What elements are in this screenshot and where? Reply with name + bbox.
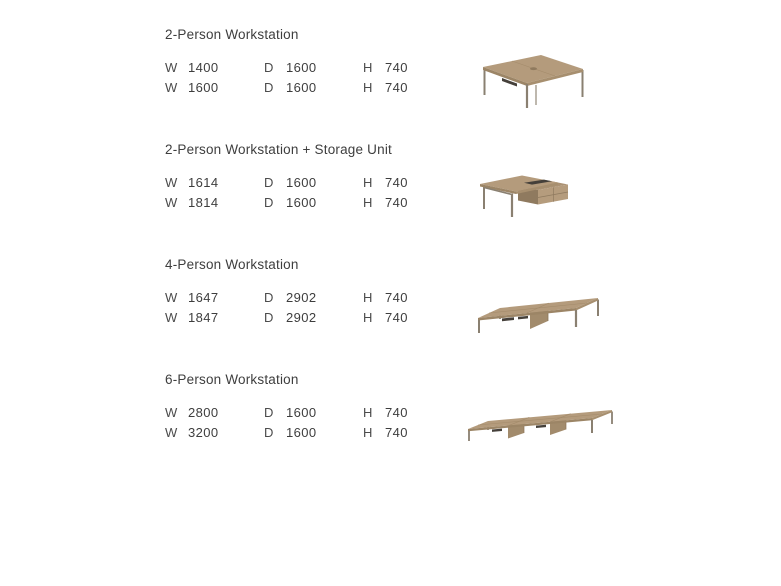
height-value: 740 [385, 405, 408, 420]
height-label: H [363, 405, 373, 420]
width-value: 2800 [188, 405, 219, 420]
depth-label: D [264, 60, 274, 75]
width-value: 1847 [188, 309, 219, 325]
height-label: H [363, 194, 373, 210]
section-title: 2-Person Workstation + Storage Unit [165, 142, 392, 157]
height-label: H [363, 175, 373, 190]
height-label: H [363, 79, 373, 95]
spec-section-6-person-workstation [165, 373, 635, 444]
illustration-2-person-workstation-with-storage-unit [472, 170, 576, 222]
width-label: W [165, 309, 178, 325]
height-value: 740 [385, 194, 408, 210]
depth-label: D [264, 175, 274, 190]
height-value: 740 [385, 309, 408, 325]
width-label: W [165, 194, 178, 210]
section-title: 6-Person Workstation [165, 372, 299, 387]
width-label: W [165, 405, 178, 420]
depth-label: D [264, 79, 274, 95]
width-label: W [165, 60, 178, 75]
width-value: 1400 [188, 60, 219, 75]
height-value: 740 [385, 290, 408, 305]
spec-section-2-person-workstation [165, 28, 635, 99]
depth-value: 1600 [286, 424, 317, 440]
depth-value: 1600 [286, 175, 317, 190]
extra-long-workstation-table-icon [464, 400, 616, 444]
workstation-storage-table-icon [472, 170, 576, 222]
depth-value: 1600 [286, 60, 317, 75]
spec-section-4-person-workstation [165, 258, 635, 329]
height-value: 740 [385, 424, 408, 440]
illustration-4-person-workstation [472, 286, 604, 338]
depth-label: D [264, 309, 274, 325]
height-label: H [363, 60, 373, 75]
width-label: W [165, 175, 178, 190]
depth-value: 1600 [286, 79, 317, 95]
workstation-table-icon [470, 50, 588, 110]
depth-label: D [264, 194, 274, 210]
width-value: 1600 [188, 79, 219, 95]
height-label: H [363, 424, 373, 440]
height-value: 740 [385, 79, 408, 95]
width-label: W [165, 290, 178, 305]
spec-section-2-person-workstation-storage [165, 143, 635, 214]
width-value: 1614 [188, 175, 219, 190]
width-label: W [165, 424, 178, 440]
width-value: 1647 [188, 290, 219, 305]
height-value: 740 [385, 60, 408, 75]
width-value: 1814 [188, 194, 219, 210]
section-title: 2-Person Workstation [165, 27, 299, 42]
height-label: H [363, 309, 373, 325]
height-value: 740 [385, 175, 408, 190]
section-title: 4-Person Workstation [165, 257, 299, 272]
depth-value: 1600 [286, 405, 317, 420]
width-label: W [165, 79, 178, 95]
illustration-6-person-workstation [464, 400, 616, 444]
depth-label: D [264, 290, 274, 305]
depth-value: 2902 [286, 309, 317, 325]
long-workstation-table-icon [472, 286, 604, 338]
illustration-2-person-workstation [470, 50, 588, 110]
depth-label: D [264, 405, 274, 420]
depth-value: 1600 [286, 194, 317, 210]
width-value: 3200 [188, 424, 219, 440]
depth-value: 2902 [286, 290, 317, 305]
depth-label: D [264, 424, 274, 440]
height-label: H [363, 290, 373, 305]
